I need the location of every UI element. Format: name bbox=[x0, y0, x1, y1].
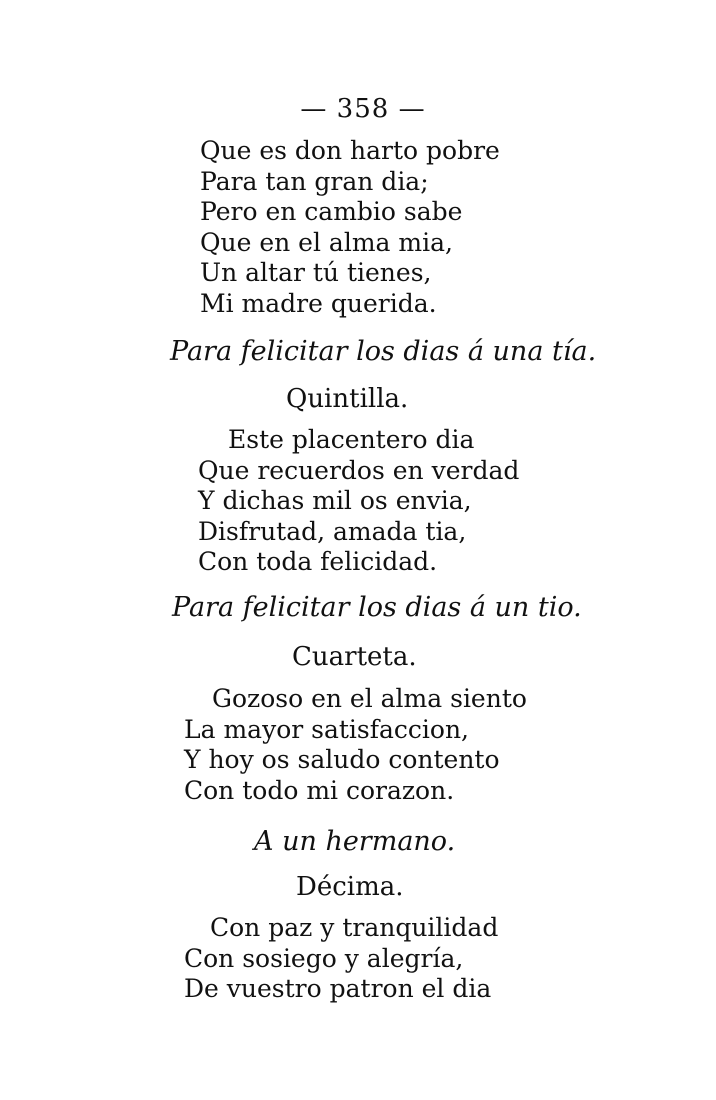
poem-title-hermano: A un hermano. bbox=[254, 826, 456, 857]
verse-line: Y dichas mil os envia, bbox=[198, 486, 472, 515]
poem-form-quintilla: Quintilla. bbox=[286, 384, 409, 414]
verse-line: Con todo mi corazon. bbox=[184, 775, 455, 805]
verse-line: Con paz y tranquilidad bbox=[210, 913, 499, 942]
verse-line: Pero en cambio sabe bbox=[200, 197, 463, 226]
verse-line: Un altar tú tienes, bbox=[200, 258, 432, 287]
poem-title-tia: Para felicitar los dias á una tía. bbox=[170, 336, 597, 367]
verse-line: Y hoy os saludo contento bbox=[184, 745, 500, 774]
verse-block-cuarteta bbox=[184, 684, 527, 806]
verse-line: La mayor satisfaccion, bbox=[184, 714, 469, 744]
verse-line: Disfrutad, amada tia, bbox=[198, 516, 467, 546]
verse-line: Para tan gran dia; bbox=[200, 166, 429, 196]
poem-form-decima: Décima. bbox=[296, 872, 404, 902]
verse-line: Este placentero dia bbox=[228, 425, 475, 454]
verse-line: Gozoso en el alma siento bbox=[212, 684, 527, 713]
poem-form-cuarteta: Cuarteta. bbox=[292, 642, 417, 672]
verse-block-quintilla bbox=[198, 425, 519, 578]
verse-line: Que recuerdos en verdad bbox=[198, 455, 520, 485]
verse-line: Con toda felicidad. bbox=[198, 547, 438, 576]
page-number: — 358 — bbox=[300, 94, 426, 124]
verse-block-decima bbox=[184, 913, 498, 1005]
verse-line: Con sosiego y alegría, bbox=[184, 943, 464, 973]
verse-line: De vuestro patron el dia bbox=[184, 974, 492, 1003]
verse-block-closing bbox=[200, 136, 500, 319]
verse-line: Mi madre querida. bbox=[200, 288, 437, 318]
verse-line: Que en el alma mia, bbox=[200, 227, 453, 257]
verse-line: Que es don harto pobre bbox=[200, 136, 500, 165]
poem-title-tio: Para felicitar los dias á un tio. bbox=[172, 592, 582, 623]
